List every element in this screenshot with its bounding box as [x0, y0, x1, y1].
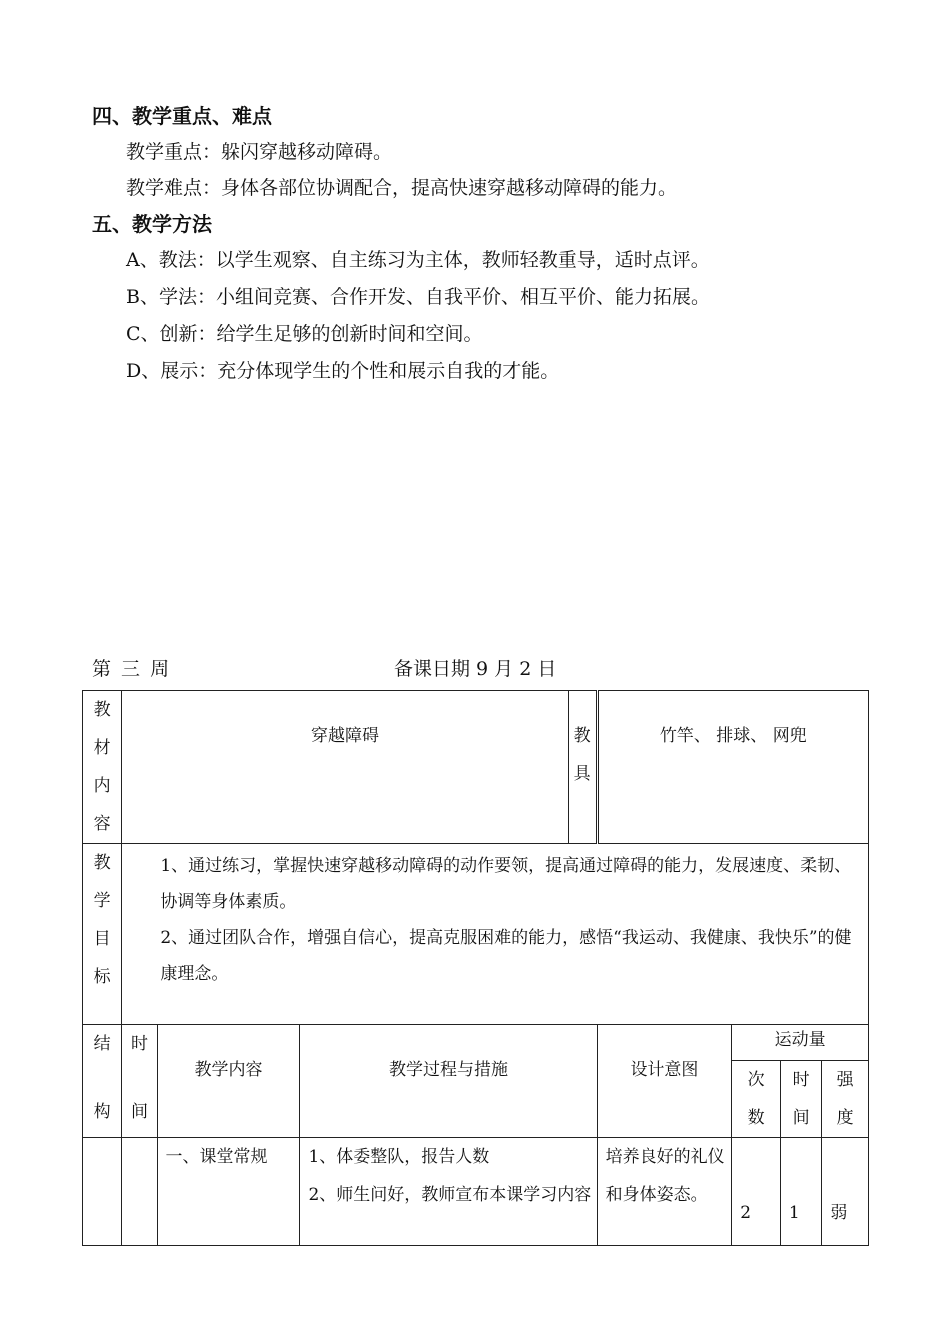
intensity-cell: 弱 [822, 1138, 869, 1246]
process-cell [300, 1138, 597, 1246]
method-item: B、学法：小组间竞赛、合作开发、自我平价、相互平价、能力拓展。 [126, 286, 710, 308]
process-header: 教学过程与措施 [300, 1025, 597, 1138]
method-item: C、创新：给学生足够的创新时间和空间。 [126, 323, 483, 345]
goal-text [122, 844, 869, 1025]
section4-heading: 四、教学重点、难点 [92, 104, 272, 128]
material-value: 穿越障碍 [122, 691, 568, 844]
tools-label: 教 具 [568, 691, 597, 844]
goal-row [83, 844, 869, 1025]
difficulty: 教学难点：身体各部位协调配合，提高快速穿越移动障碍的能力。 [126, 177, 678, 199]
material-label: 教 材 内 容 [83, 691, 122, 844]
design-cell: 培养良好的礼仪和身体姿态。 [597, 1138, 732, 1246]
goal-1: 1、通过练习，掌握快速穿越移动障碍的动作要领，提高通过障碍的能力，发展速度、柔韧、协调等身体素质。 [160, 856, 852, 912]
process-step: 1、体委整队，报告人数 [308, 1147, 490, 1167]
process-step: 2、师生问好，教师宣布本课学习内容 [308, 1185, 592, 1205]
goal-2: 2、通过团队合作，增强自信心，提高克服困难的能力，感悟“我运动、我健康、我快乐”的健康理念。 [160, 928, 852, 984]
method-item: A、教法：以学生观察、自主练习为主体，教师轻教重导，适时点评。 [126, 249, 710, 271]
duration-header: 时 间 [780, 1061, 821, 1138]
design-header: 设计意图 [597, 1025, 732, 1138]
content-header: 教学内容 [157, 1025, 300, 1138]
time-header: 时 间 [122, 1025, 157, 1138]
structure-header: 结 构 [83, 1025, 122, 1138]
count-cell: 2 [732, 1138, 781, 1246]
material-row [83, 691, 869, 844]
section5-heading: 五、教学方法 [92, 212, 212, 236]
structure-cell [83, 1138, 122, 1246]
method-item: D、展示：充分体现学生的个性和展示自我的才能。 [126, 360, 560, 382]
week-label: 第 三 周 [92, 658, 172, 680]
prep-date: 备课日期 9 月 2 日 [394, 658, 557, 680]
content-cell: 一、课堂常规 [157, 1138, 300, 1246]
duration-cell: 1 [780, 1138, 821, 1246]
header-row-1 [83, 1025, 869, 1061]
lesson-plan-table [82, 690, 869, 1246]
load-header: 运动量 [732, 1025, 869, 1061]
table-row [83, 1138, 869, 1246]
time-cell [122, 1138, 157, 1246]
count-header: 次 数 [732, 1061, 781, 1138]
goal-label: 教 学 目 标 [83, 844, 122, 1025]
tools-value: 竹竿、 排球、 网兜 [597, 691, 868, 844]
key-point: 教学重点：躲闪穿越移动障碍。 [126, 141, 393, 163]
intensity-header: 强 度 [822, 1061, 869, 1138]
